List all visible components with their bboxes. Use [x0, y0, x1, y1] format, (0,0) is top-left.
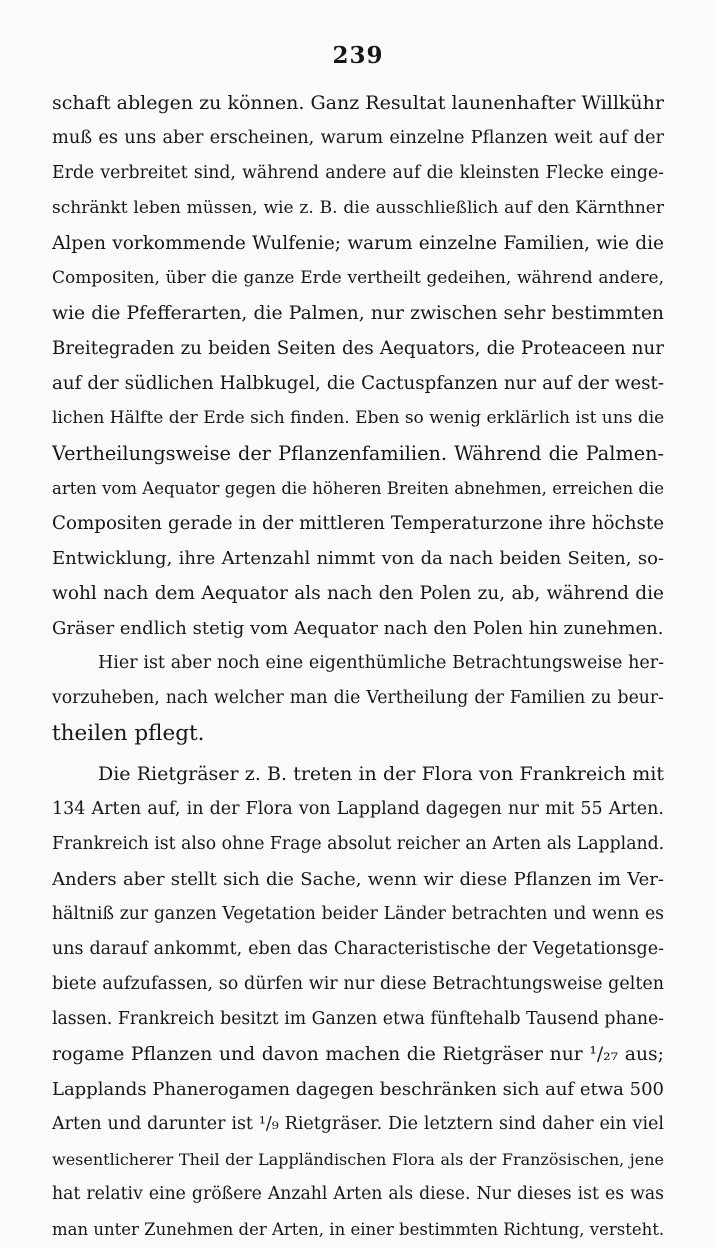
text-line: hat relativ eine größere Anzahl Arten als diese. Nur dieses ist es was — [52, 1184, 664, 1204]
text-line: schränkt leben müssen, wie z. B. die ausschließlich auf den Kärnthner — [52, 198, 664, 218]
text-line: man unter Zunehmen der Arten, in einer bestimmten Richtung, versteht. — [52, 1220, 664, 1239]
paragraph-2 — [52, 646, 664, 751]
body-text — [52, 86, 664, 1247]
text-line: Frankreich ist also ohne Frage absolut reicher an Arten als Lappland. — [52, 834, 664, 854]
text-line: schaft ablegen zu können. Ganz Resultat launenhafter Willkühr — [52, 92, 664, 114]
text-line: wie die Pfefferarten, die Palmen, nur zwischen sehr bestimmten — [52, 303, 664, 324]
text-line: wohl nach dem Aequator als nach den Polen zu, ab, während die — [52, 583, 664, 604]
text-line: vorzuheben, nach welcher man die Vertheilung der Familien zu beur- — [52, 688, 664, 708]
text-line: biete aufzufassen, so dürfen wir nur diese Betrachtungsweise gelten — [52, 974, 664, 994]
text-line: hältniß zur ganzen Vegetation beider Länder betrachten und wenn es — [52, 904, 664, 924]
text-line: Gräser endlich stetig vom Aequator nach den Polen hin zunehmen. — [52, 618, 664, 639]
text-line: Erde verbreitet sind, während andere auf die kleinsten Flecke einge- — [52, 163, 664, 183]
text-line: wesentlicherer Theil der Lappländischen Flora als der Französischen, jene — [52, 1150, 664, 1169]
paragraph-3 — [52, 757, 664, 1247]
text-line: Hier ist aber noch eine eigenthümliche Betrachtungsweise her- — [98, 653, 664, 673]
text-line: Breitegraden zu beiden Seiten des Aequators, die Proteaceen nur — [52, 338, 664, 359]
text-line: rogame Pflanzen und davon machen die Rietgräser nur ¹/₂₇ aus; — [52, 1044, 664, 1065]
text-line: Compositen gerade in der mittleren Temperaturzone ihre höchste — [52, 513, 664, 534]
text-line: 134 Arten auf, in der Flora von Lappland dagegen nur mit 55 Arten. — [52, 799, 664, 819]
text-line: Anders aber stellt sich die Sache, wenn wir diese Pflanzen im Ver- — [52, 869, 664, 890]
paragraph-1 — [52, 86, 664, 646]
text-line: auf der südlichen Halbkugel, die Cactuspfanzen nur auf der west- — [52, 373, 664, 394]
text-line: Vertheilungsweise der Pflanzenfamilien. Während die Palmen- — [52, 442, 664, 465]
page-number: 239 — [332, 42, 384, 69]
text-line: Entwicklung, ihre Artenzahl nimmt von da nach beiden Seiten, so- — [52, 548, 664, 569]
text-line: lassen. Frankreich besitzt im Ganzen etwa fünftehalb Tausend phane- — [52, 1009, 664, 1029]
text-line: Compositen, über die ganze Erde vertheilt gedeihen, während andere, — [52, 268, 664, 288]
text-line: Die Rietgräser z. B. treten in der Flora von Frankreich mit — [98, 763, 664, 785]
text-line: uns darauf ankommt, eben das Characteristische der Vegetationsge- — [52, 939, 664, 959]
text-line: Lapplands Phanerogamen dagegen beschränken sich auf etwa 500 — [52, 1079, 664, 1100]
text-line: muß es uns aber erscheinen, warum einzelne Pflanzen weit auf der — [52, 128, 664, 148]
text-line: Alpen vorkommende Wulfenie; warum einzelne Familien, wie die — [52, 233, 664, 254]
text-line: lichen Hälfte der Erde sich finden. Eben so wenig erklärlich ist uns die — [52, 408, 664, 428]
text-line: arten vom Aequator gegen die höheren Breiten abnehmen, erreichen die — [52, 479, 664, 498]
text-line: theilen pflegt. — [52, 721, 205, 746]
text-line: Arten und darunter ist ¹/₉ Rietgräser. Die letztern sind daher ein viel — [52, 1114, 664, 1134]
